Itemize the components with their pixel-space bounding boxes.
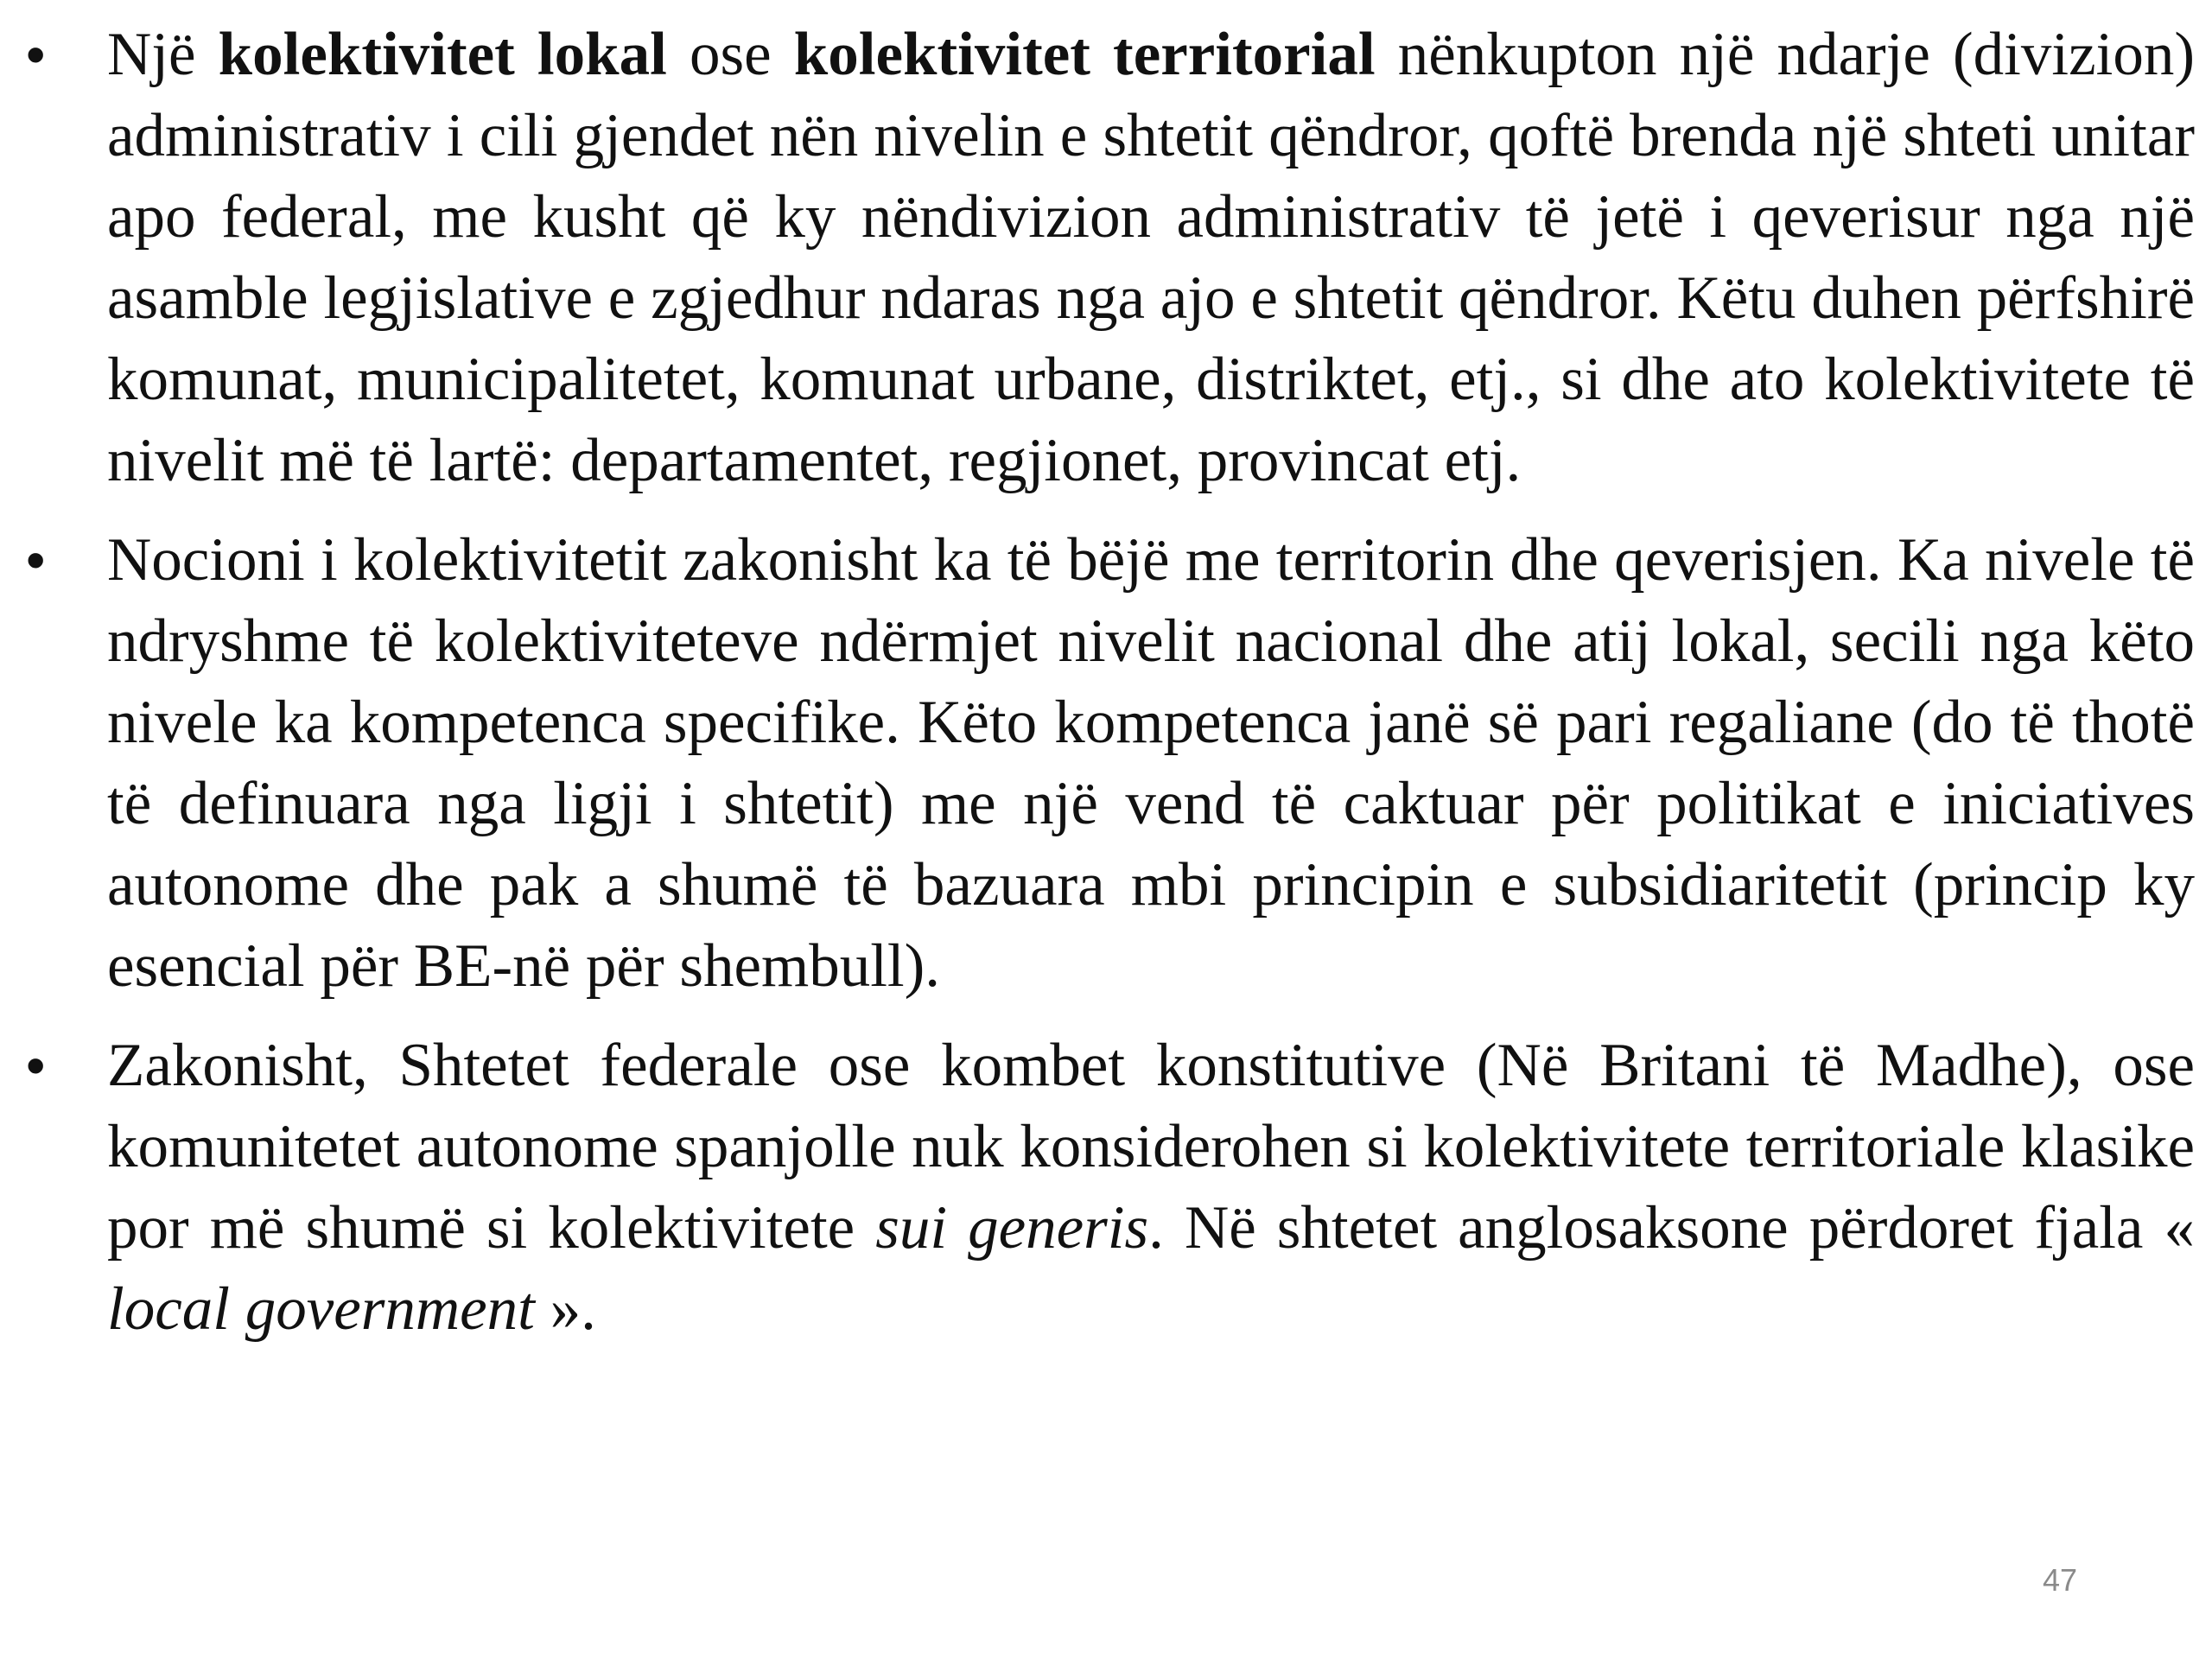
bullet-icon: • — [26, 23, 46, 86]
bullet-item-federal-states — [26, 1025, 2195, 1350]
bold-term-kolektivitet-territorial: kolektivitet territorial — [793, 21, 1376, 88]
bullet-list — [26, 14, 2195, 1368]
bullet-text-segment: . Në shtetet anglosaksone përdoret fjala « — [1148, 1194, 2195, 1262]
bullet-text: Nocioni i kolektivitetit zakonisht ka të bëjë me territorin dhe qeverisjen. Ka nivele të ndryshme të kolektiviteteve ndërmjet nivelit nacional dhe atij lokal, secili nga këto nivele ka kompetenca specifike. Këto kompetenca janë së pari regaliane (do të thotë të definuara nga ligji i shtetit) me një vend të caktuar për politikat e iniciatives autonome dhe pak a shumë të bazuara mbi principin e subsidiaritetit (princip ky esencial për BE-në për shembull). — [107, 526, 2195, 1000]
bullet-text-segment: ose — [666, 21, 794, 88]
bullet-item-local-collectivity — [26, 14, 2195, 501]
italic-term-sui-generis: sui generis — [875, 1194, 1149, 1262]
bullet-text-segment: Një — [107, 21, 219, 88]
bullet-text-segment: Zakonisht, Shtetet federale ose kombet konstitutive (Në Britani të Madhe), ose komunitetet autonome spanjolle nuk konsiderohen si kolektivitete territoriale klasike por më shumë si kolektivitete — [107, 1032, 2195, 1262]
italic-term-local-government: local government — [107, 1275, 535, 1343]
page-number: 47 — [2042, 1562, 2077, 1598]
bullet-text-segment: nënkupton një ndarje (divizion) administrativ i cili gjendet nën nivelin e shtetit qëndror, qoftë brenda një shteti unitar apo federal, me kusht që ky nëndivizion administrativ të jetë i qeverisur nga një asamble legjislative e zgjedhur ndaras nga ajo e shtetit qëndror. Këtu duhen përfshirë komunat, municipalitetet, komunat urbane, distriktet, etj., si dhe ato kolektivitete të nivelit më të lartë: departamentet, regjionet, provincat etj. — [107, 21, 2195, 494]
bullet-icon: • — [26, 1034, 46, 1096]
bold-term-kolektivitet-lokal: kolektivitet lokal — [218, 21, 667, 88]
bullet-item-collectivity-notion — [26, 519, 2195, 1007]
bullet-icon: • — [26, 529, 46, 591]
bullet-text-segment: ». — [534, 1275, 596, 1343]
